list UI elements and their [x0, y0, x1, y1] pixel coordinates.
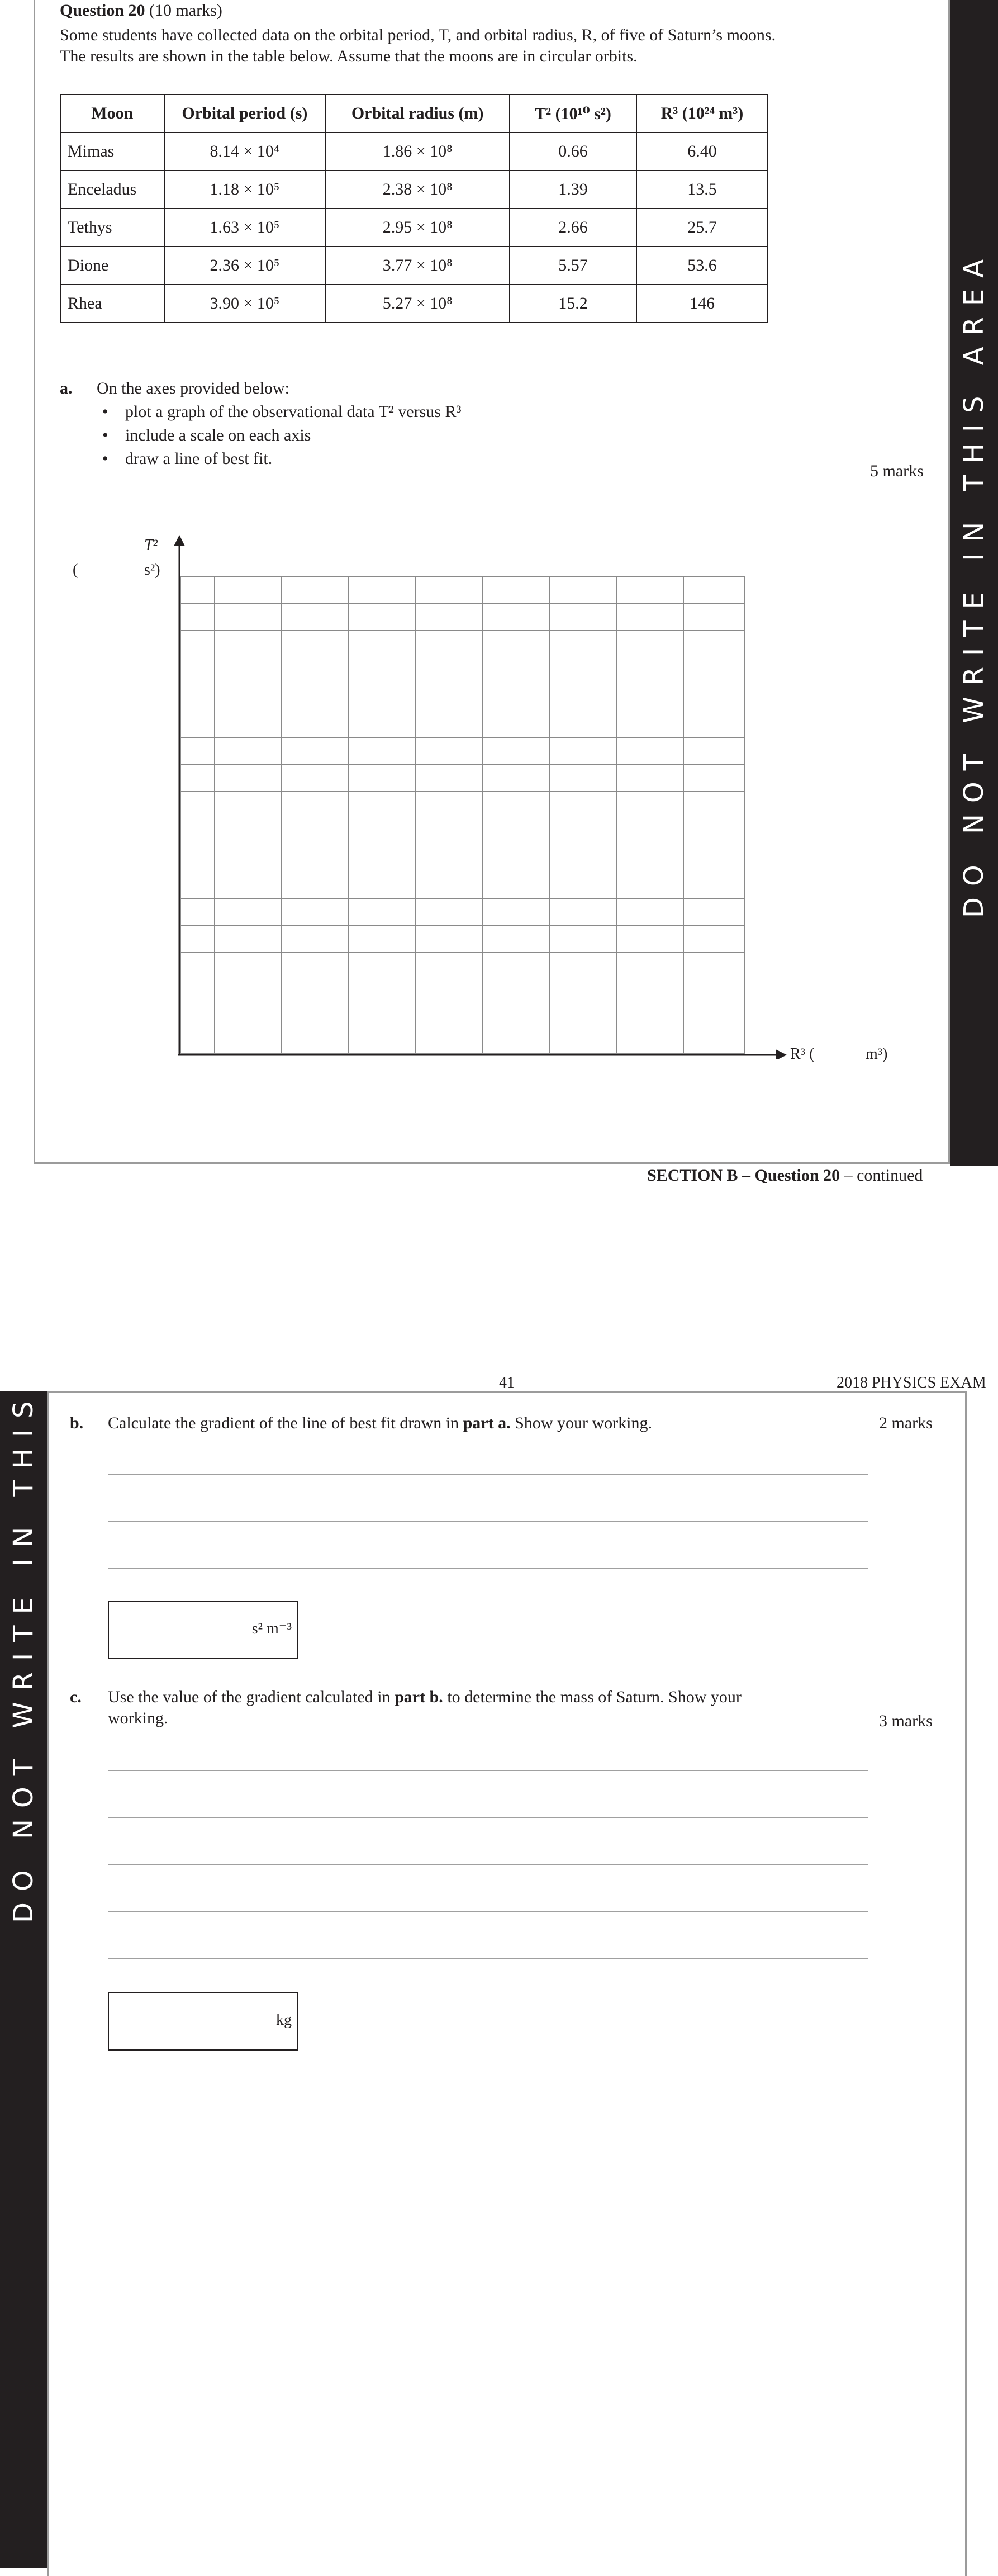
question-heading: [60, 0, 222, 21]
header-moon: Moon: [60, 94, 164, 132]
part-c-marks: 3 marks: [879, 1712, 933, 1730]
part-a-letter: a.: [60, 379, 73, 397]
x-axis-unit: m³): [866, 1045, 888, 1063]
part-c-answer-unit: kg: [276, 2011, 292, 2029]
working-line[interactable]: [108, 1474, 868, 1475]
header-orbital-radius: Orbital radius (m): [325, 94, 510, 132]
part-c-text: Use the value of the gradient calculated in: [108, 1688, 395, 1706]
table-cell: 15.2: [510, 285, 636, 323]
question-title: Question 20: [60, 1, 145, 20]
continued-footer: [647, 1165, 923, 1186]
part-c-question-line-2: working.: [108, 1709, 168, 1727]
table-cell: 1.63 × 10⁵: [164, 209, 326, 247]
table-cell: 2.38 × 10⁸: [325, 171, 510, 209]
part-b-answer-box[interactable]: [108, 1601, 298, 1659]
table-cell: Dione: [60, 247, 164, 285]
y-axis-label: T²: [144, 537, 158, 554]
table-row: [60, 171, 768, 209]
page-number: 41: [499, 1374, 515, 1391]
table-cell: 8.14 × 10⁴: [164, 132, 326, 171]
working-line[interactable]: [108, 1770, 868, 1771]
table-cell: 3.90 × 10⁵: [164, 285, 326, 323]
part-c-answer-box[interactable]: [108, 1992, 298, 2051]
page-2-frame: [47, 1391, 967, 2576]
bullet-dot: •: [102, 426, 108, 444]
part-b-question: [108, 1413, 652, 1434]
part-c-ref: part b.: [395, 1688, 443, 1706]
part-b-letter: b.: [70, 1414, 84, 1432]
part-b-text-end: Show your working.: [510, 1414, 652, 1432]
working-line[interactable]: [108, 1568, 868, 1569]
part-a-prompt: On the axes provided below:: [97, 379, 289, 397]
continued-rest: – continued: [840, 1166, 923, 1185]
bullet-dot: •: [102, 402, 108, 421]
table-cell: 1.86 × 10⁸: [325, 132, 510, 171]
header-t-squared: T² (10¹⁰ s²): [510, 94, 636, 132]
table-cell: 13.5: [636, 171, 768, 209]
continued-section: SECTION B – Question 20: [647, 1166, 840, 1185]
table-cell: 0.66: [510, 132, 636, 171]
graph-axes: [168, 534, 788, 1059]
working-line[interactable]: [108, 1864, 868, 1865]
do-not-write-sidebar-right: [950, 0, 998, 1166]
working-line[interactable]: [108, 1521, 868, 1522]
bullet-dot: •: [102, 449, 108, 468]
y-axis-unit: s²): [144, 561, 160, 579]
part-a-bullet-2: include a scale on each axis: [125, 426, 311, 444]
part-c-text-end: to determine the mass of Saturn. Show your: [443, 1688, 742, 1706]
intro-line-2: The results are shown in the table below. Assume that the moons are in circular orbits.: [60, 47, 638, 65]
table-row: [60, 247, 768, 285]
table-cell: 2.95 × 10⁸: [325, 209, 510, 247]
x-axis-arrow-icon: [776, 1049, 787, 1059]
do-not-write-sidebar-left: [0, 1253, 47, 2568]
header-orbital-period: Orbital period (s): [164, 94, 326, 132]
table-cell: 1.39: [510, 171, 636, 209]
table-row: [60, 209, 768, 247]
part-a-marks: 5 marks: [870, 462, 924, 480]
question-marks: (10 marks): [149, 1, 222, 20]
table-cell: 25.7: [636, 209, 768, 247]
table-header-row: [60, 94, 768, 132]
table-cell: 6.40: [636, 132, 768, 171]
exam-header: 2018 PHYSICS EXAM: [837, 1374, 986, 1391]
sidebar-text: DO NOT WRITE IN THIS AREA: [8, 1253, 40, 1924]
part-c-question: [108, 1687, 742, 1708]
intro-line-1: Some students have collected data on the orbital period, T, and orbital radius, R, of five of Saturn’s moons.: [60, 26, 776, 44]
part-b-answer-unit: s² m⁻³: [251, 1620, 292, 1637]
working-line[interactable]: [108, 1817, 868, 1818]
working-line[interactable]: [108, 1958, 868, 1959]
part-a-bullet-1: plot a graph of the observational data T² versus R³: [125, 402, 462, 421]
table-cell: Mimas: [60, 132, 164, 171]
part-c-letter: c.: [70, 1688, 82, 1706]
moon-data-table: [60, 94, 768, 323]
table-cell: Enceladus: [60, 171, 164, 209]
part-b-marks: 2 marks: [879, 1414, 933, 1432]
part-b-text: Calculate the gradient of the line of best fit drawn in: [108, 1414, 463, 1432]
header-r-cubed: R³ (10²⁴ m³): [636, 94, 768, 132]
table-cell: Tethys: [60, 209, 164, 247]
table-cell: 2.66: [510, 209, 636, 247]
table-row: [60, 285, 768, 323]
table-cell: Rhea: [60, 285, 164, 323]
table-cell: 3.77 × 10⁸: [325, 247, 510, 285]
table-row: [60, 132, 768, 171]
x-axis-label: R³ (: [790, 1045, 815, 1063]
table-cell: 1.18 × 10⁵: [164, 171, 326, 209]
table-cell: 53.6: [636, 247, 768, 285]
table-cell: 5.27 × 10⁸: [325, 285, 510, 323]
table-cell: 146: [636, 285, 768, 323]
table-cell: 2.36 × 10⁵: [164, 247, 326, 285]
working-line[interactable]: [108, 1911, 868, 1912]
y-axis-unit-open: (: [73, 561, 78, 579]
part-b-ref: part a.: [463, 1414, 511, 1432]
y-axis-arrow-icon: [174, 535, 185, 546]
table-cell: 5.57: [510, 247, 636, 285]
part-a-bullet-3: draw a line of best fit.: [125, 449, 273, 468]
sidebar-text: DO NOT WRITE IN THIS AREA: [958, 248, 990, 918]
